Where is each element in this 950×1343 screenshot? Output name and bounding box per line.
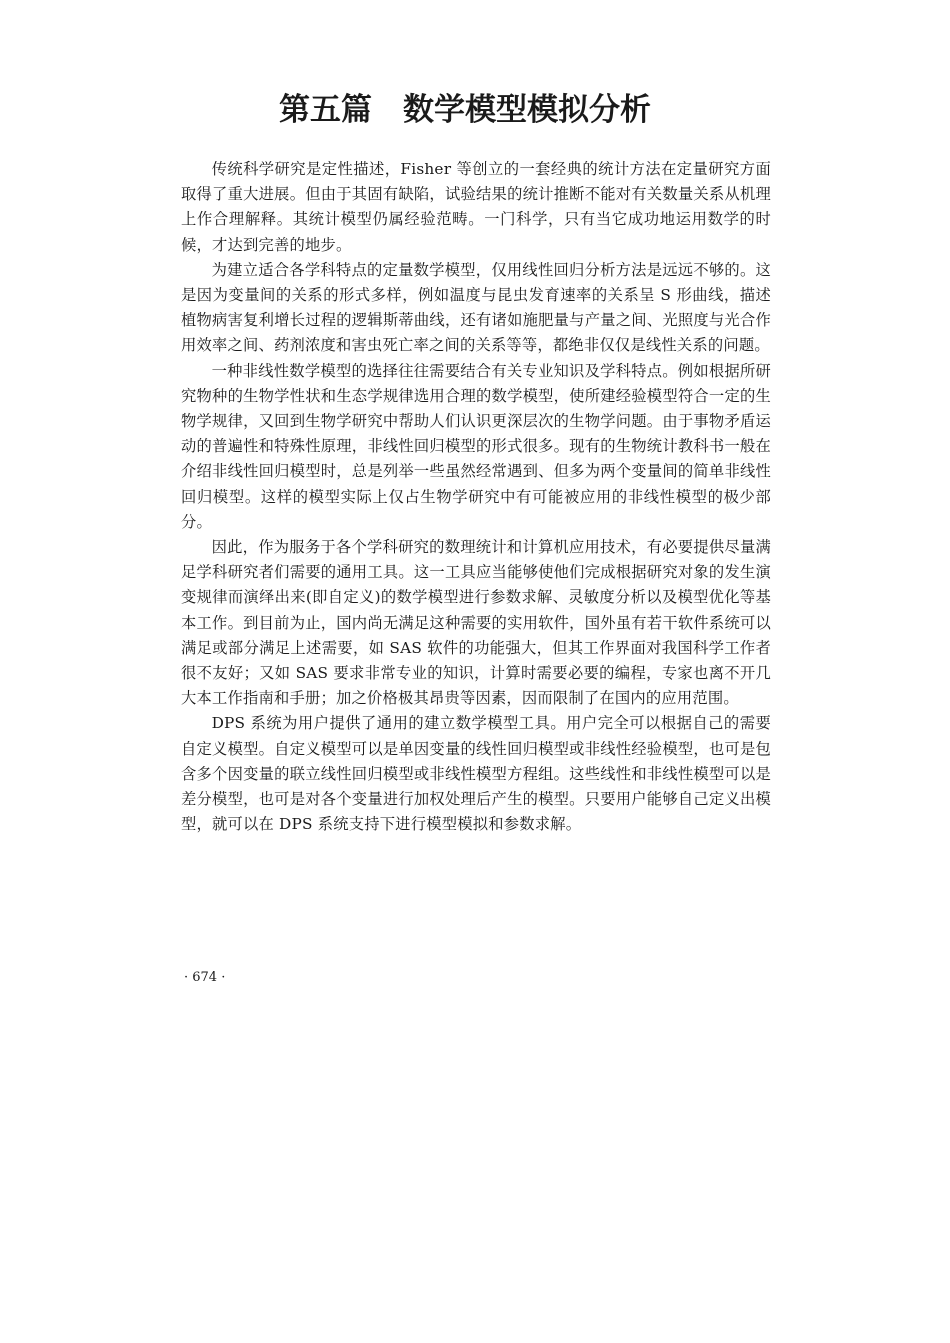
paragraph: 因此，作为服务于各个学科研究的数理统计和计算机应用技术，有必要提供尽量满足学科研究者们需要的通用工具。这一工具应当能够使他们完成根据研究对象的发生演变规律而演绎出来(即自定义)的数学模型进行参数求解、灵敏度分析以及模型优化等基本工作。到目前为止，国内尚无满足这种需要的实用软件，国外虽有若干软件系统可以满足或部分满足上述需要，如 SAS 软件的功能强大，但其工作界面对我国科学工作者很不友好；又如 SAS 要求非常专业的知识，计算时需要必要的编程，专家也离不开几大本工作指南和手册；加之价格极其昂贵等因素，因而限制了在国内的应用范围。 (181, 538, 771, 708)
page-number: · 674 · (184, 970, 226, 985)
chapter-title: 第五篇 数学模型模拟分析 (279, 92, 651, 128)
body-text (181, 157, 771, 837)
paragraph: 为建立适合各学科特点的定量数学模型，仅用线性回归分析方法是远远不够的。这是因为变量间的关系的形式多样，例如温度与昆虫发育速率的关系呈 S 形曲线，描述植物病害复利增长过程的逻辑斯蒂曲线，还有诸如施肥量与产量之间、光照度与光合作用效率之间、药剂浓度和害虫死亡率之间的关系等等，都绝非仅仅是线性关系的问题。 (181, 260, 771, 355)
paragraph: 传统科学研究是定性描述，Fisher 等创立的一套经典的统计方法在定量研究方面取得了重大进展。但由于其固有缺陷，试验结果的统计推断不能对有关数量关系从机理上作合理解释。其统计模型仍属经验范畴。一门科学，只有当它成功地运用数学的时候，才达到完善的地步。 (181, 160, 771, 254)
paragraph: DPS 系统为用户提供了通用的建立数学模型工具。用户完全可以根据自己的需要自定义模型。自定义模型可以是单因变量的线性回归模型或非线性经验模型，也可是包含多个因变量的联立线性回归模型或非线性模型方程组。这些线性和非线性模型可以是差分模型，也可是对各个变量进行加权处理后产生的模型。只要用户能够自己定义出模型，就可以在 DPS 系统支持下进行模型模拟和参数求解。 (181, 714, 771, 834)
paragraph: 一种非线性数学模型的选择往往需要结合有关专业知识及学科特点。例如根据所研究物种的生物学性状和生态学规律选用合理的数学模型，使所建经验模型符合一定的生物学规律，又回到生物学研究中帮助人们认识更深层次的生物学问题。由于事物矛盾运动的普遍性和特殊性原理，非线性回归模型的形式很多。现有的生物统计教科书一般在介绍非线性回归模型时，总是列举一些虽然经常遇到、但多为两个变量间的简单非线性回归模型。这样的模型实际上仅占生物学研究中有可能被应用的非线性模型的极少部分。 (181, 361, 771, 531)
